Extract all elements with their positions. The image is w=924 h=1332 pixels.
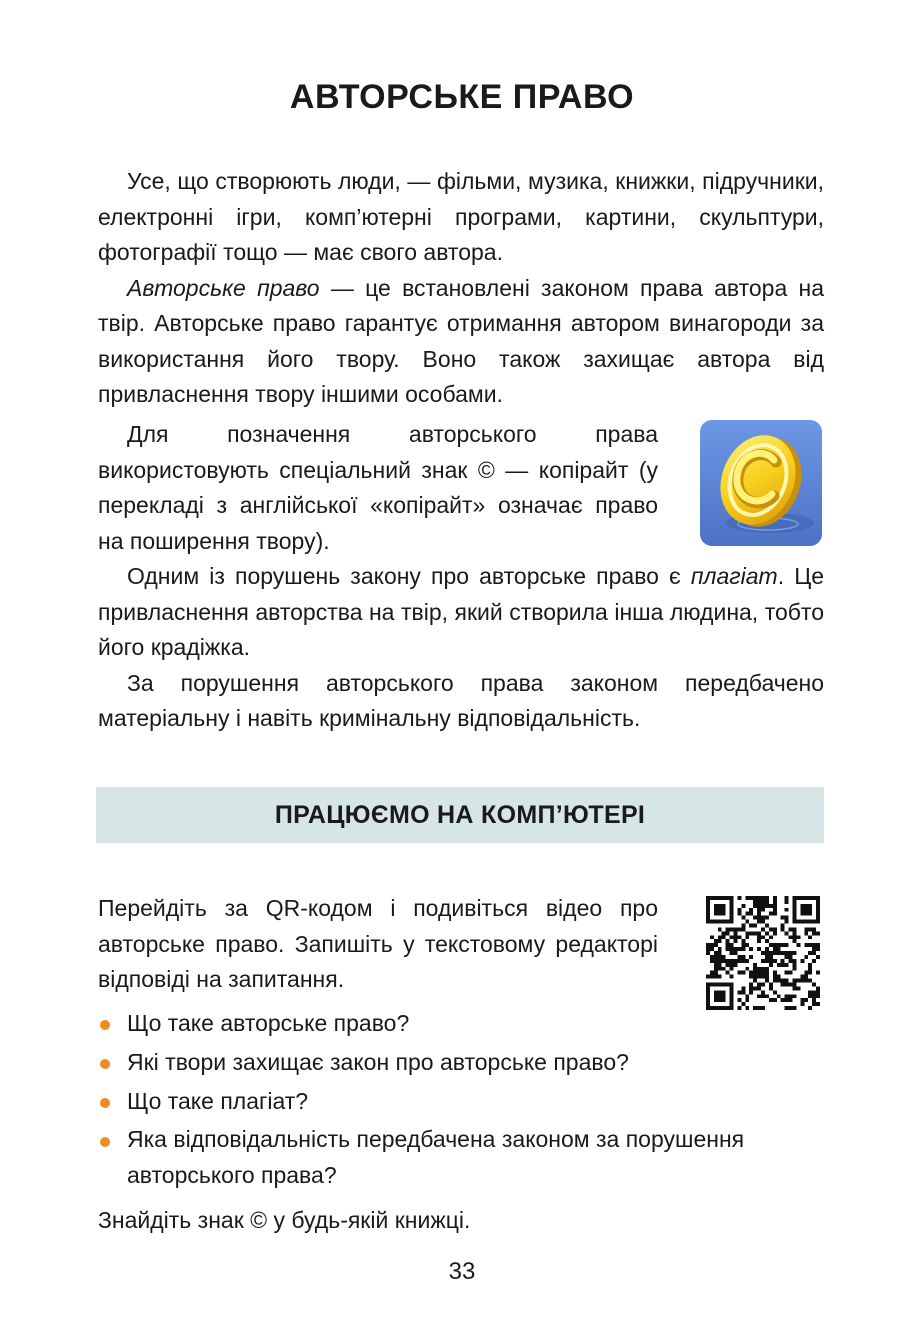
qr-code-icon[interactable] — [706, 896, 820, 1010]
bullet-icon — [100, 1059, 110, 1069]
intro-text — [98, 164, 824, 413]
page-number: 33 — [448, 1258, 476, 1285]
plagiarism-text — [98, 559, 824, 737]
question-list — [98, 1004, 824, 1193]
copyright-symbol-icon — [700, 420, 822, 546]
task-intro — [98, 891, 658, 998]
final-task: Знайдіть знак © у будь-якій книжці. — [98, 1207, 471, 1233]
bullet-icon — [100, 1020, 110, 1030]
question-text: Яка відповідальність передбачена законом за порушення авторського права? — [127, 1126, 745, 1188]
section-title: ПРАЦЮЄМО НА КОМП’ЮТЕРІ — [274, 800, 646, 829]
question-text: Що таке авторське право? — [127, 1010, 410, 1036]
term-plagiarism: плагіат — [690, 563, 778, 589]
list-item — [98, 1121, 824, 1193]
list-item — [98, 1043, 824, 1082]
question-text: Що таке плагіат? — [127, 1088, 309, 1114]
question-text: Які твори захищає закон про авторське право? — [127, 1049, 629, 1075]
intro-paragraph-1: Усе, що створюють люди, — фільми, музика, книжки, підручники, електронні ігри, комп’ютерні програми, картини, скульптури, фотографії тощо — має свого автора. — [98, 168, 824, 265]
intro-paragraph-4-start: Одним із порушень закону про авторське право є — [127, 563, 691, 589]
bullet-icon — [100, 1137, 110, 1147]
intro-paragraph-4 — [98, 559, 824, 666]
intro-paragraph-2-text: — це встановлені законом права автора на твір. Авторське право гарантує отримання автором винагороди за використання його твору. Воно також захищає автора від привласнення твору іншими особами. — [98, 274, 824, 407]
intro-paragraph-3: Для позначення авторського права використовують спеціальний знак © — копірайт (у перекладі з англійської «копірайт» означає право на поширення твору). — [98, 421, 658, 554]
page-title: АВТОРСЬКЕ ПРАВО — [289, 78, 635, 116]
copyright-sign-paragraph — [98, 417, 658, 559]
list-item — [98, 1082, 824, 1121]
bullet-icon — [100, 1098, 110, 1108]
section-header — [96, 787, 824, 843]
term-copyright: Авторське право — [127, 274, 320, 301]
intro-paragraph-2 — [98, 271, 824, 413]
list-item — [98, 1004, 824, 1043]
intro-paragraph-5: За порушення авторського права законом передбачено матеріальну і навіть кримінальну відповідальність. — [98, 669, 824, 731]
intro-paragraph-4-text: . Це привласнення авторства на твір, який створила інша людина, тобто його крадіжка. — [98, 563, 824, 660]
task-intro-text: Перейдіть за QR-кодом і подивіться відео про авторське право. Запишіть у текстовому редакторі відповіді на запитання. — [98, 895, 658, 992]
